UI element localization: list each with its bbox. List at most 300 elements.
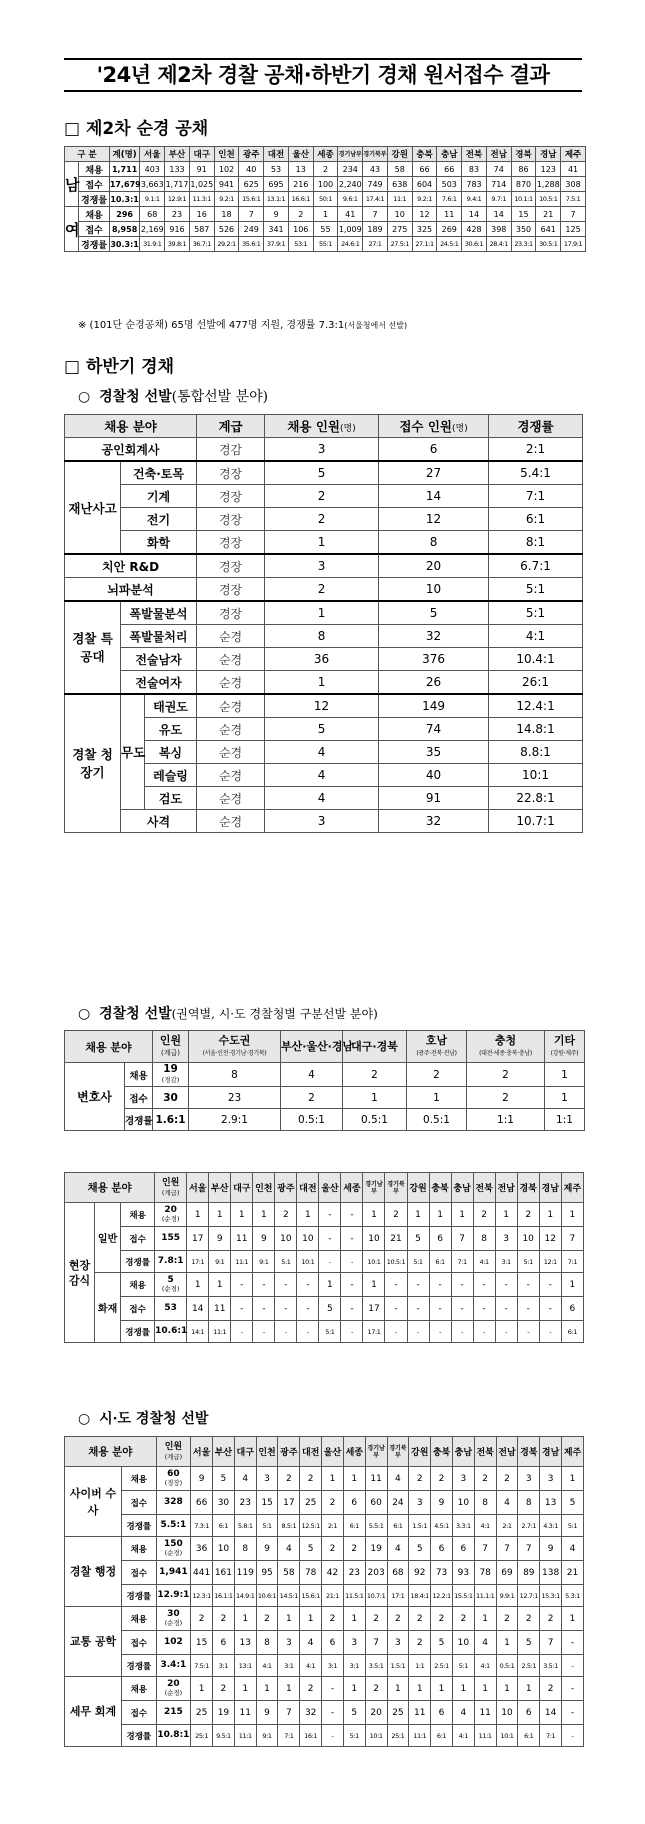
- rank-cell: 경장: [197, 485, 265, 508]
- table-cell: 2: [343, 1063, 407, 1087]
- table-cell: 6:1: [431, 1725, 453, 1747]
- table-cell: 16: [189, 207, 214, 222]
- header-region: 대전: [300, 1437, 322, 1467]
- category-cell: 전술여자: [121, 671, 197, 695]
- table-cell: 1: [187, 1273, 209, 1297]
- table-cell: 9.1:1: [140, 192, 165, 207]
- cell-main: 부산·울산·경남: [281, 1040, 354, 1053]
- table-cell: 4:1: [300, 1655, 322, 1677]
- table-cell: 12.9:1: [165, 192, 190, 207]
- table-cell: 11:1: [474, 1725, 496, 1747]
- hire-cell: 5: [265, 461, 379, 485]
- table-cell: -: [275, 1321, 297, 1343]
- table-cell: 73: [431, 1561, 453, 1585]
- table-cell: 1,717: [165, 177, 190, 192]
- bullet: ○: [78, 1411, 91, 1427]
- header-region: 경북: [518, 1437, 540, 1467]
- table-cell: 17:1: [387, 1585, 409, 1607]
- table-cell: 11:1: [387, 192, 412, 207]
- cell-sub: (계급): [161, 1048, 180, 1057]
- table-cell: 269: [437, 222, 462, 237]
- table-cell: 1,711: [109, 162, 140, 177]
- table-cell: 7.3:1: [191, 1515, 213, 1537]
- row-label: 경쟁률: [79, 237, 110, 252]
- table-cell: 308: [561, 177, 586, 192]
- table-cell: 325: [412, 222, 437, 237]
- table-cell: 1,288: [536, 177, 561, 192]
- header-region: 경기남부: [365, 1437, 387, 1467]
- table-cell: -: [539, 1297, 561, 1321]
- header-region: 충북: [429, 1173, 451, 1203]
- header-region: [281, 1031, 354, 1063]
- table-cell: 7:1: [540, 1725, 562, 1747]
- total-cell: [153, 1087, 189, 1109]
- table-cell: 1: [363, 1203, 385, 1227]
- category-cell: 기계: [121, 485, 197, 508]
- table-row: [65, 1321, 584, 1343]
- row-label: 접수: [121, 1297, 155, 1321]
- table-cell: 6: [213, 1631, 235, 1655]
- hire-cell: 2: [265, 508, 379, 531]
- table-cell: 17.4:1: [363, 192, 388, 207]
- table-cell: 0.5:1: [281, 1109, 343, 1131]
- cell-main: 150: [164, 1538, 183, 1549]
- table-cell: 58: [278, 1561, 300, 1585]
- table-cell: 2.9:1: [189, 1109, 281, 1131]
- ratio-cell: 22.8:1: [489, 787, 583, 810]
- header-row: [65, 1031, 585, 1063]
- table-cell: 11.5:1: [343, 1585, 365, 1607]
- ratio-cell: 6.7:1: [489, 554, 583, 578]
- rank-cell: 순경: [197, 625, 265, 648]
- header-region: 경기남부: [363, 1173, 385, 1203]
- table-cell: 10:1: [365, 1725, 387, 1747]
- table-cell: 17: [187, 1227, 209, 1251]
- hire-cell: 1: [265, 601, 379, 625]
- apply-cell: 32: [379, 810, 489, 833]
- table-cell: 2: [191, 1607, 213, 1631]
- table-cell: 1: [407, 1203, 429, 1227]
- table-cell: 4: [387, 1467, 409, 1491]
- footnote: [78, 316, 407, 331]
- table-cell: 23.3:1: [511, 237, 536, 252]
- provincial-table: [64, 1436, 584, 1747]
- header-region: 대구: [231, 1173, 253, 1203]
- table-cell: 32: [300, 1701, 322, 1725]
- ratio-cell: 26:1: [489, 671, 583, 695]
- row-label: 경쟁률: [125, 1109, 153, 1131]
- forensics-table: [64, 1172, 584, 1343]
- table-cell: 10:1: [297, 1251, 319, 1273]
- table-cell: 18.4:1: [409, 1585, 431, 1607]
- table-cell: 16:1: [300, 1725, 322, 1747]
- table-cell: 42: [322, 1561, 344, 1585]
- table-cell: 6: [452, 1537, 474, 1561]
- header-region: 제주: [561, 1173, 583, 1203]
- table-cell: 1: [234, 1677, 256, 1701]
- table-cell: 4.5:1: [431, 1515, 453, 1537]
- apply-cell: 14: [379, 485, 489, 508]
- table-cell: 39.8:1: [165, 237, 190, 252]
- table-cell: -: [275, 1273, 297, 1297]
- cell-sub: (서울·인천·경기남·경기북): [202, 1049, 267, 1057]
- table-cell: 249: [239, 222, 264, 237]
- header-cell: 울산: [288, 147, 313, 162]
- table-cell: 12: [412, 207, 437, 222]
- table-cell: -: [385, 1273, 407, 1297]
- table-cell: 9.2:1: [214, 192, 239, 207]
- header-region: [545, 1031, 585, 1063]
- table-cell: 13:1: [234, 1655, 256, 1677]
- integrated-selection-table: [64, 414, 583, 833]
- table-cell: 3: [278, 1631, 300, 1655]
- row-label: 채용: [122, 1607, 157, 1631]
- apply-cell: 20: [379, 554, 489, 578]
- table-cell: 27:1: [363, 237, 388, 252]
- table-cell: 86: [511, 162, 536, 177]
- header-region: 충남: [451, 1173, 473, 1203]
- rank-cell: 순경: [197, 648, 265, 671]
- table-cell: 2: [496, 1467, 518, 1491]
- table-cell: 5: [319, 1297, 341, 1321]
- table-cell: -: [429, 1321, 451, 1343]
- table-cell: 30.3:1: [109, 237, 140, 252]
- table-cell: 1.5:1: [387, 1655, 409, 1677]
- row-label: 접수: [125, 1087, 153, 1109]
- table-cell: 53: [264, 162, 289, 177]
- table-cell: 2,240: [338, 177, 363, 192]
- table-cell: 66: [191, 1491, 213, 1515]
- table-row: [65, 438, 583, 462]
- table-row: [65, 1561, 584, 1585]
- category-cell: 뇌파분석: [65, 578, 197, 602]
- cell-sub: (강원·제주): [550, 1049, 579, 1057]
- header-cell: 경남: [536, 147, 561, 162]
- category-cell: 무도: [121, 694, 145, 810]
- table-cell: 14:1: [187, 1321, 209, 1343]
- cell-main: 20: [164, 1204, 177, 1215]
- subheading-integrated: [78, 386, 268, 406]
- table-cell: 31.9:1: [140, 237, 165, 252]
- cell-main: 1.6:1: [155, 1113, 186, 1126]
- table-cell: 5:1: [452, 1655, 474, 1677]
- table-cell: 21: [385, 1227, 407, 1251]
- table-cell: 93: [452, 1561, 474, 1585]
- header-category: 구 분: [65, 147, 110, 162]
- table-cell: -: [407, 1297, 429, 1321]
- table-cell: 2: [256, 1607, 278, 1631]
- table-cell: -: [451, 1297, 473, 1321]
- table-cell: -: [562, 1631, 584, 1655]
- header-region: 충북: [431, 1437, 453, 1467]
- table-cell: 6:1: [518, 1725, 540, 1747]
- table-cell: 8,958: [109, 222, 140, 237]
- table-cell: 604: [412, 177, 437, 192]
- table-cell: 11:1: [234, 1725, 256, 1747]
- table-row: [65, 177, 586, 192]
- header-region: 경기북부: [387, 1437, 409, 1467]
- apply-cell: 26: [379, 671, 489, 695]
- table-cell: -: [429, 1273, 451, 1297]
- table-cell: 11:1: [209, 1321, 231, 1343]
- table-cell: 8: [256, 1631, 278, 1655]
- table-cell: 2: [409, 1467, 431, 1491]
- cell-sub: (대전·세종·충북·충남): [479, 1049, 532, 1057]
- table-cell: 9: [264, 207, 289, 222]
- table-cell: -: [451, 1321, 473, 1343]
- ratio-cell: 2:1: [489, 438, 583, 462]
- male-label: 남: [65, 162, 79, 207]
- row-label: 채용: [121, 1273, 155, 1297]
- category-cell: 공인회계사: [65, 438, 197, 462]
- table-cell: 341: [264, 222, 289, 237]
- header-region: [467, 1031, 545, 1063]
- header-ratio: 경쟁률: [489, 415, 583, 438]
- table-cell: 9.6:1: [338, 192, 363, 207]
- table-cell: -: [562, 1701, 584, 1725]
- total-cell: [155, 1297, 187, 1321]
- table-cell: 7: [365, 1631, 387, 1655]
- table-cell: 1: [561, 1203, 583, 1227]
- table-cell: -: [253, 1321, 275, 1343]
- row-label: 경쟁률: [79, 192, 110, 207]
- table-cell: 58: [387, 162, 412, 177]
- table-cell: 5: [562, 1491, 584, 1515]
- table-cell: 1: [431, 1677, 453, 1701]
- table-cell: 2: [473, 1203, 495, 1227]
- table-cell: 2.5:1: [518, 1655, 540, 1677]
- table-cell: 3: [452, 1467, 474, 1491]
- cell-main: 215: [164, 1707, 183, 1717]
- table-cell: 941: [214, 177, 239, 192]
- table-cell: 23: [343, 1561, 365, 1585]
- rank-cell: 경장: [197, 531, 265, 555]
- table-cell: 25:1: [387, 1725, 409, 1747]
- table-cell: 189: [363, 222, 388, 237]
- total-cell: [156, 1725, 191, 1747]
- table-row: [65, 1227, 584, 1251]
- table-cell: 6:1: [387, 1515, 409, 1537]
- table-cell: 55: [313, 222, 338, 237]
- table-cell: 2: [275, 1203, 297, 1227]
- hire-cell: 2: [265, 485, 379, 508]
- table-cell: 1: [300, 1607, 322, 1631]
- table-cell: 1: [474, 1677, 496, 1701]
- table-cell: 10: [387, 207, 412, 222]
- cell-main: 53: [164, 1303, 177, 1313]
- table-cell: 24.6:1: [338, 237, 363, 252]
- ratio-cell: 10:1: [489, 764, 583, 787]
- table-cell: 13.1:1: [264, 192, 289, 207]
- cell-main: 충청: [494, 1033, 517, 1047]
- table-row: [65, 192, 586, 207]
- cell-main: 102: [164, 1637, 183, 1647]
- header-region: 경남: [539, 1173, 561, 1203]
- category-cell: 재난사고: [65, 461, 121, 554]
- table-cell: 398: [486, 222, 511, 237]
- table-cell: 10.1:1: [511, 192, 536, 207]
- table-cell: 125: [561, 222, 586, 237]
- table-cell: 5: [431, 1631, 453, 1655]
- cell-main: 30: [167, 1608, 180, 1619]
- table-cell: 714: [486, 177, 511, 192]
- total-cell: [156, 1491, 191, 1515]
- table-cell: -: [253, 1297, 275, 1321]
- table-cell: 11: [409, 1701, 431, 1725]
- total-cell: [153, 1109, 189, 1131]
- table-row: [65, 485, 583, 508]
- table-cell: 13: [288, 162, 313, 177]
- header-region: 세종: [343, 1437, 365, 1467]
- category-cell: 사격: [121, 810, 197, 833]
- table-row: [65, 1297, 584, 1321]
- table-cell: 3: [387, 1631, 409, 1655]
- table-cell: 9.9:1: [496, 1585, 518, 1607]
- table-cell: 92: [409, 1561, 431, 1585]
- table-cell: 68: [387, 1561, 409, 1585]
- header-num: [156, 1437, 191, 1467]
- table-cell: 8: [189, 1063, 281, 1087]
- table-row: [65, 554, 583, 578]
- table-cell: 9: [256, 1537, 278, 1561]
- header-region: [407, 1031, 467, 1063]
- table-cell: 12: [539, 1227, 561, 1251]
- header-region: 대구: [234, 1437, 256, 1467]
- table-cell: 6: [561, 1297, 583, 1321]
- header-cell: 대전: [264, 147, 289, 162]
- table-row: [65, 1087, 585, 1109]
- cell-main: 인원: [164, 1441, 183, 1452]
- table-cell: 1: [209, 1203, 231, 1227]
- rank-cell: 순경: [197, 671, 265, 695]
- table-row: [65, 508, 583, 531]
- table-cell: 9: [209, 1227, 231, 1251]
- table-cell: 1: [429, 1203, 451, 1227]
- table-cell: 10: [452, 1491, 474, 1515]
- table-row: [65, 222, 586, 237]
- table-cell: 1: [495, 1203, 517, 1227]
- table-cell: 2: [343, 1537, 365, 1561]
- table-cell: 3: [495, 1227, 517, 1251]
- table-cell: 30: [213, 1491, 235, 1515]
- table-cell: 11.3:1: [189, 192, 214, 207]
- table-cell: -: [231, 1297, 253, 1321]
- table-cell: 2: [313, 162, 338, 177]
- table-cell: -: [341, 1203, 363, 1227]
- ratio-cell: 4:1: [489, 625, 583, 648]
- table-cell: 15: [511, 207, 536, 222]
- table-cell: 78: [474, 1561, 496, 1585]
- header-cell: 전북: [462, 147, 487, 162]
- table-cell: 5: [300, 1537, 322, 1561]
- rank-cell: 순경: [197, 787, 265, 810]
- row-label: 채용: [122, 1677, 157, 1701]
- apply-cell: 91: [379, 787, 489, 810]
- footnote-small: (서울청에서 선발): [344, 321, 408, 330]
- table-cell: -: [517, 1297, 539, 1321]
- hire-cell: 3: [265, 438, 379, 462]
- table-cell: 14.9:1: [234, 1585, 256, 1607]
- apply-cell: 376: [379, 648, 489, 671]
- table-cell: 16.1:1: [213, 1585, 235, 1607]
- header-cell: 전남: [486, 147, 511, 162]
- table-cell: 83: [462, 162, 487, 177]
- table-cell: 7: [239, 207, 264, 222]
- table-cell: 3.5:1: [540, 1655, 562, 1677]
- table-cell: 27.1:1: [412, 237, 437, 252]
- table-cell: -: [562, 1725, 584, 1747]
- header-region: 인천: [256, 1437, 278, 1467]
- hire-cell: 1: [265, 531, 379, 555]
- table-cell: 1: [297, 1203, 319, 1227]
- apply-cell: 149: [379, 694, 489, 718]
- cell-sub: (경장): [164, 1478, 183, 1487]
- header-region: 충남: [452, 1437, 474, 1467]
- cell-sub: (순경): [164, 1688, 183, 1697]
- total-cell: [156, 1467, 191, 1491]
- table-cell: 21: [536, 207, 561, 222]
- subheading-provincial: [78, 1408, 208, 1428]
- table-cell: 7: [474, 1537, 496, 1561]
- header-region: 광주: [275, 1173, 297, 1203]
- subgroup-cell: 일반: [95, 1203, 121, 1273]
- table-cell: 2: [474, 1467, 496, 1491]
- table-cell: 403: [140, 162, 165, 177]
- table-cell: 1: [343, 1087, 407, 1109]
- row-label: 접수: [122, 1631, 157, 1655]
- row-label: 경쟁률: [122, 1655, 157, 1677]
- table-cell: -: [322, 1677, 344, 1701]
- table-cell: 17:1: [363, 1321, 385, 1343]
- header-field: 채용 분야: [65, 1437, 157, 1467]
- table-cell: 1: [231, 1203, 253, 1227]
- header-region: 서울: [191, 1437, 213, 1467]
- table-cell: -: [297, 1297, 319, 1321]
- header-region: 전남: [495, 1173, 517, 1203]
- table-cell: 5: [407, 1227, 429, 1251]
- table-row: [65, 237, 586, 252]
- cell-main: 3.4:1: [160, 1660, 187, 1670]
- table-cell: 441: [191, 1561, 213, 1585]
- section-heading-second-half: □ 하반기 경채: [64, 357, 175, 377]
- table-cell: -: [297, 1321, 319, 1343]
- document-title: '24년 제2차 경찰 공채·하반기 경채 원서접수 결과: [64, 58, 582, 92]
- table-cell: 2: [452, 1607, 474, 1631]
- row-label: 채용: [79, 162, 110, 177]
- table-cell: -: [495, 1297, 517, 1321]
- table-cell: 1: [451, 1203, 473, 1227]
- table-cell: 6: [431, 1701, 453, 1725]
- table-cell: 9:1: [253, 1251, 275, 1273]
- apply-cell: 10: [379, 578, 489, 602]
- table-cell: 587: [189, 222, 214, 237]
- ratio-cell: 5:1: [489, 578, 583, 602]
- table-cell: 4: [562, 1537, 584, 1561]
- table-row: [65, 625, 583, 648]
- table-cell: 74: [486, 162, 511, 177]
- table-cell: 11: [209, 1297, 231, 1321]
- table-cell: 17.9:1: [561, 237, 586, 252]
- table-cell: 13: [540, 1491, 562, 1515]
- table-cell: -: [473, 1321, 495, 1343]
- table-cell: 66: [412, 162, 437, 177]
- row-label: 채용: [122, 1537, 157, 1561]
- table-cell: 1.5:1: [409, 1515, 431, 1537]
- table-cell: 25:1: [191, 1725, 213, 1747]
- row-label: 채용: [122, 1467, 157, 1491]
- table-cell: 35.6:1: [239, 237, 264, 252]
- table-cell: 23: [165, 207, 190, 222]
